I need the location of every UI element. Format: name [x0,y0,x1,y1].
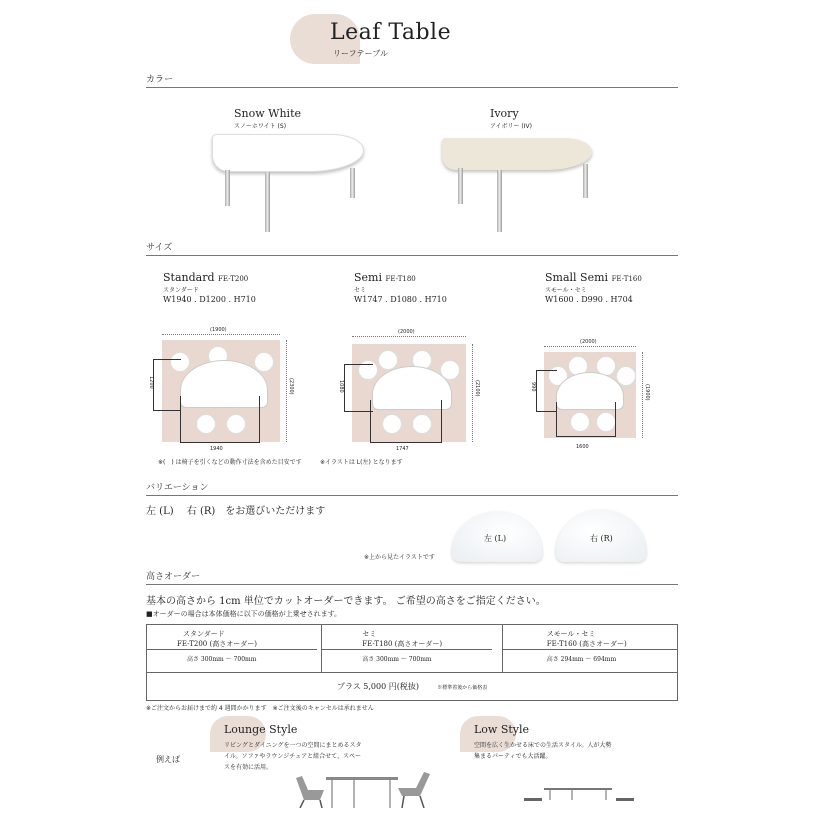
color-code-ivory: アイボリー (IV) [490,123,532,130]
variation-right-label: 右 (R) [590,534,613,543]
size-name-standard: Standard FE-T200 [163,271,249,284]
section-color: カラー [146,75,174,85]
price-plus: プラス 5,000 円(税抜) [337,682,419,691]
size-name-small-semi: Small Semi FE-T160 [545,271,642,284]
price-col-model: FE-T200 (高さオーダー) [147,639,317,650]
size-note: ※( ) は椅子を引くなどの動作寸法を含めた目安です [158,459,302,466]
size-dims-small-semi: W1600 . D990 . H704 [545,295,633,304]
page-subtitle: リーフテーブル [333,49,388,58]
example-label: 例えば [156,755,180,764]
variation-text: 左 (L) 右 (R) をお選びいただけます [146,506,326,517]
plan-depth-label: 1080 [338,380,344,393]
plan-side-label: (1900) [644,384,650,401]
price-col-range: 高さ 300mm 〜 700mm [362,656,432,663]
plan-side-label: (2300) [288,378,294,395]
divider [146,584,678,585]
plan-width-label: 1940 [210,446,223,452]
height-price-table [146,624,678,701]
plan-depth-label: 1200 [148,376,154,389]
price-col-range: 高さ 300mm 〜 700mm [187,656,257,663]
delivery-footnote: ※ご注文からお届けまで約 4 週間かかります ※ご注文後のキャンセルは承れません [146,705,374,712]
size-kana-standard: スタンダード [163,287,199,294]
divider [146,87,678,88]
plan-width-label: 1747 [396,446,409,452]
plan-top-label: (2000) [580,339,597,345]
size-dims-standard: W1940 . D1200 . H710 [163,295,256,304]
divider [146,255,678,256]
height-price-note: ■オーダーの場合は本体価格に以下の価格が上乗せされます。 [146,610,342,618]
color-code-white: スノーホワイト (S) [234,123,287,130]
price-plus-note: ※標準着後から価格表 [437,685,488,691]
plan-top-label: (1900) [210,327,227,333]
lounge-style-text: イル。ソファやラウンジチェアと組合せて、スペー [224,753,361,760]
plan-width-label: 1600 [576,444,589,450]
plan-side-label: (2100) [474,380,480,397]
variation-note: ※上から見たイラストです [364,554,435,561]
lounge-style-text: スを有効に活用。 [224,764,273,771]
divider [146,495,678,496]
low-style-text: 集まるパーティでも大活躍。 [474,753,552,760]
section-height: 高さオーダー [146,572,201,582]
price-col-range: 高さ 294mm 〜 694mm [546,656,617,663]
price-col-model: FE-T180 (高さオーダー) [322,639,492,650]
price-col-kana: セミ [362,630,377,638]
size-name-semi: Semi FE-T180 [354,271,416,284]
size-kana-semi: セミ [354,287,367,294]
height-lead: 基本の高さから 1cm 単位でカットオーダーできます。 ご希望の高さをご指定ください。 [146,596,546,607]
price-col-kana: スモール・セミ [546,630,596,638]
lounge-style-title: Lounge Style [224,723,298,736]
plan-top-label: (2000) [398,329,415,335]
plan-depth-label: 990 [530,382,536,392]
illustration-note: ※イラストは L(左) となります [320,459,403,466]
variation-left-label: 左 (L) [484,534,507,543]
section-variation: バリエーション [146,483,209,493]
lounge-style-text: リビングとダイニングを一つの空間にまとめるスタ [224,742,362,749]
color-name-white: Snow White [234,107,301,120]
price-col-kana: スタンダード [183,630,225,638]
section-size: サイズ [146,243,173,253]
color-name-ivory: Ivory [490,107,519,120]
low-style-title: Low Style [474,723,530,736]
size-dims-semi: W1747 . D1080 . H710 [354,295,447,304]
size-kana-small-semi: スモール・セミ [545,287,587,294]
price-col-model: FE-T160 (高さオーダー) [503,639,677,650]
page-title: Leaf Table [330,20,452,45]
low-style-text: 空間を広く生かせる床での生活スタイル。人が大勢 [474,742,612,749]
